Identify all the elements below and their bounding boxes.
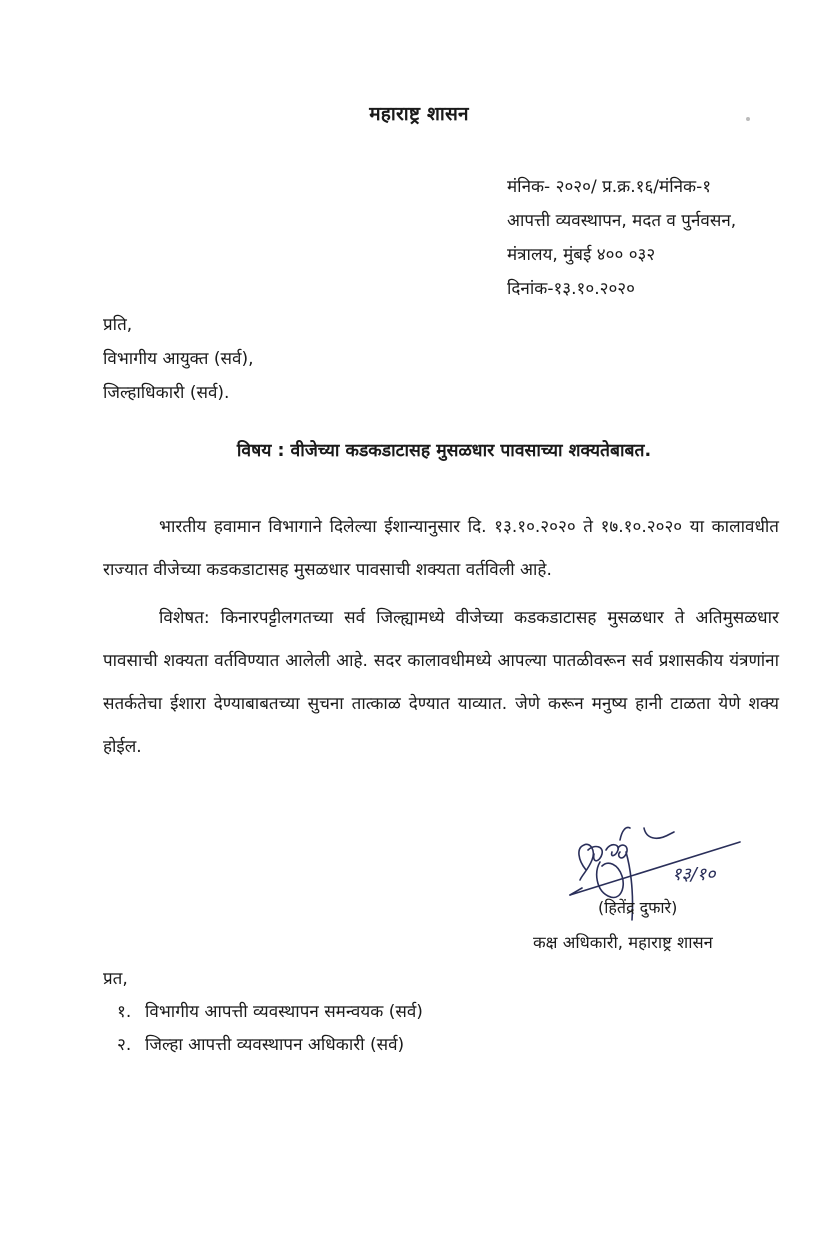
body-paragraph-2: विशेषत: किनारपट्टीलगतच्या सर्व जिल्ह्यामध्ये वीजेच्या कडकडाटासह मुसळधार ते अतिमुसळधार पावसाची शक्यता वर्तविण्यात आलेली आहे. सदर कालावधीमध्ये आपल्या पातळीवरून सर्व प्रशासकीय यंत्रणांना सतर्कतेचा ईशारा देण्याबाबतच्या सुचना तात्काळ देण्यात याव्यात. जेणे करून मनुष्य हानी टाळता येणे शक्य होईल. (103, 608, 779, 757)
scan-speck (746, 117, 750, 121)
recipient-line: विभागीय आयुक्त (सर्व), (103, 349, 254, 369)
copy-item-text: विभागीय आपत्ती व्यवस्थापन समन्वयक (सर्व) (145, 1002, 423, 1022)
signature-date: १३/१० (672, 864, 716, 885)
copy-item-text: जिल्हा आपत्ती व्यवस्थापन अधिकारी (सर्व) (145, 1035, 405, 1055)
signer-name: (हितेंद्र दुफारे) (598, 898, 678, 917)
copy-to-item (103, 996, 423, 1029)
copy-item-number: १. (117, 1002, 132, 1022)
reference-number: मंनिक- २०२०/ प्र.क्र.१६/मंनिक-१ (507, 177, 712, 197)
signer-designation: कक्ष अधिकारी, महाराष्ट्र शासन (533, 933, 713, 952)
copy-to-block (103, 963, 423, 1062)
recipients-block (103, 308, 254, 410)
reference-address: मंत्रालय, मुंबई ४०० ०३२ (507, 245, 656, 265)
copy-to-item (103, 1029, 423, 1062)
body-paragraph-1: भारतीय हवामान विभागाने दिलेल्या ईशान्यानुसार दि. १३.१०.२०२० ते १७.१०.२०२० या कालावधीत राज्यात वीजेच्या कडकडाटासह मुसळधार पावसाची शक्यता वर्तविली आहे. (103, 517, 779, 580)
reference-department: आपत्ती व्यवस्थापन, मदत व पुर्नवसन, (507, 211, 737, 231)
handwritten-signature (560, 820, 780, 940)
recipients-salutation: प्रति, (103, 315, 133, 335)
copy-item-number: २. (117, 1035, 132, 1055)
recipient-line: जिल्हाधिकारी (सर्व). (103, 383, 230, 403)
document-title: महाराष्ट्र शासन (369, 103, 469, 125)
reference-date: दिनांक-१३.१०.२०२० (507, 279, 635, 299)
subject-line: विषय : वीजेच्या कडकडाटासह मुसळधार पावसाच्या शक्यतेबाबत. (236, 441, 652, 461)
copy-to-label: प्रत, (103, 969, 128, 989)
signature-drawing (560, 820, 780, 940)
reference-block (507, 170, 736, 306)
